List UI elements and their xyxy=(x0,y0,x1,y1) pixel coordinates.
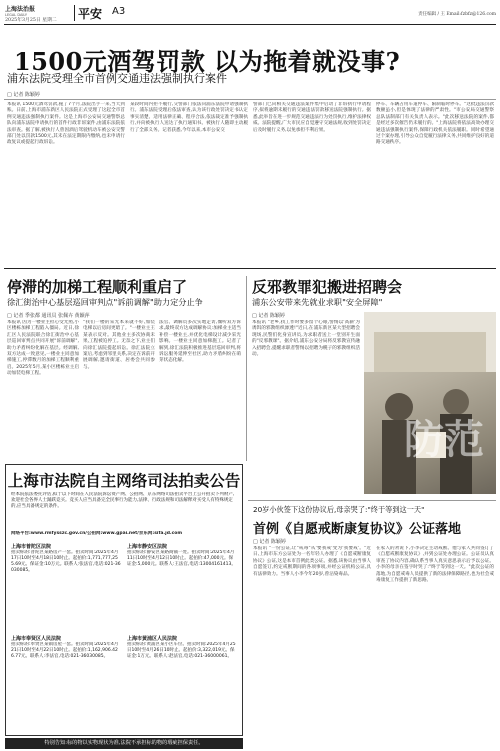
story4-col-2: 在家人的劝说下,小李决定主动戒断。他与家人共同签订了《自愿戒断康复协议》,并到公证处办理公证。公证员认真审查了协议内容,确认系当事人真实意思表示后予以公证。小李的母亲在签字时哭了:"终于等到这一天。"此次公证的落地,为自愿戒毒人员提供了新的法律保障路径,也为社会戒毒康复工作提供了新思路。 xyxy=(376,546,494,584)
section-name: 平安 xyxy=(78,7,103,21)
story2-headline: 停滞的加梯工程顺利重启了 xyxy=(7,278,188,296)
photo-scene xyxy=(364,312,496,494)
lead-bottom-rule xyxy=(4,268,496,269)
auction-item xyxy=(127,543,237,631)
anti-cult-photo xyxy=(364,312,496,494)
auction-item-court: 上海市静安区法院 xyxy=(127,544,168,550)
lead-rule xyxy=(4,99,496,100)
story2-col-1: 本报讯 因为一楼业主担心受光照,小区楼栋加梯工程陷入僵局。近日,徐汇区人民法院联合徐汇街治中心基层巡回审判点共同开展"诉前调解",助力矛盾纠纷化解在基层。经调解,双方达成一致意见,一楼业主同意加梯施工,停滞数月的加梯工程顺利重启。2025年5月,某小区楼栋业主启动加装电梯工程。 xyxy=(7,320,79,377)
brand-subtitle: LEGAL DAILY xyxy=(5,13,28,17)
column-divider xyxy=(246,276,247,461)
story3-subhead: 浦东公安带来先就业求职"安全屏障" xyxy=(252,297,383,307)
auction-item xyxy=(11,635,121,721)
issue-date: 2025年3月25日 星期二 xyxy=(5,18,57,23)
auction-item-detail: 拍卖标的:奉贤区某镇房屋一套。拍卖时间:2025年4月21日10时至4月22日10时止。起拍价:1,162,906.426.77元。联系人:李法官,电话:021-36030085。 xyxy=(11,642,119,659)
story3-headline: 反邪教罪犯搬进招聘会 xyxy=(252,278,403,296)
brand-logo xyxy=(5,4,43,17)
auction-item-court: 上海市普陀区法院 xyxy=(11,544,52,550)
auction-sites: 网络平台:www.rmfysszc.gov.cn/公拍网:www.gpai.net/京东网:sifa.jd.com xyxy=(11,531,183,536)
story2-subhead: 徐汇街治中心基层巡回审判点"诉前调解"助力定分止争 xyxy=(7,297,203,307)
lead-byline: □ 记者 陈颖婷 xyxy=(7,92,40,98)
auction-item-detail: 拍卖标的:普陀区某路房产一套。拍卖时间:2025年4月17日10时至4月18日10时止。起拍价:1,771,777,255.69元。保证金:10万元。联系人:张法官,电话:021-36030085。 xyxy=(11,550,121,573)
story4-byline: □ 记者 陈颖婷 xyxy=(253,539,286,545)
story4-rule xyxy=(248,500,496,501)
auction-item-court: 上海市奉贤区人民法院 xyxy=(11,636,62,642)
lead-col-4: 停车、车辆占用车道停车、限制临时停车。"这批违法罚款数额虽小,但是体现了法律的严肃性。"市公安局交通警察总队法制部门有关负责人表示。"此次移送法院的案件,都是经过多次催告仍未履行的。"上海法院将依法高效办理交通违法强制执行案件,保障行政机关依法履职。同时希望通过个案办理,引导公众自觉履行法律义务,共同维护良好的道路交通秩序。 xyxy=(376,102,494,146)
auction-item xyxy=(127,635,237,721)
lead-col-1: 本报讯 1500元酒驾罚款,拖了7个月,法院出手一来,当天到账。日前,上海市浦东新区人民法院正式受理了这起全市首例交通违法强制执行案件。这是上海市公安局交通警察总队向浦东法院申请执行的首件行政非诉案件,由浦东法院依法审查。据了解,被执行人曾因酒后驾驶机动车被公安交警部门处以罚款1500元,其未在法定期限内缴纳,也未申请行政复议或提起行政诉讼。 xyxy=(7,102,125,146)
page-number: A3 xyxy=(112,6,126,17)
lead-headline: 1500元酒驾罚款 以为拖着就没事? xyxy=(14,47,401,76)
story3-byline: □ 记者 陈颖婷 xyxy=(252,313,285,319)
auction-ad xyxy=(5,464,243,736)
story3-col-1: 本报讯 "老乡,找工作时要多留个心眼,警惕以'高薪'为诱饵的邪教组织渗透!"近日,在浦东新区某大型招聘会现场,民警们化身宣讲员,为求职者送上一堂别开生面的"反邪教课"。据介绍,浦东公安分局将反邪教宣传融入招聘会,提醒求职者警惕以招聘为幌子的邪教组织活动。 xyxy=(252,320,360,358)
story2-col-3: 法官、调解员多次实地走访,倾听双方诉求,最终双方达成调解协议:加梯业主适当补偿一楼业主,并优化电梯设计减少采光影响。一楼业主同意加梯施工。记者了解到,徐汇法院积极推进基层巡回审判,将诉讼服务延伸至社区,助力矛盾纠纷在萌芽状态化解。 xyxy=(159,320,241,364)
brand-name: 上海法治报 xyxy=(5,6,36,13)
photo-watermark: 防范 xyxy=(404,416,484,463)
story4-kicker: 20岁小伙签下这份协议后,母亲哭了:"终于等到这一天" xyxy=(253,505,425,514)
auction-item-court: 上海市黄浦区人民法院 xyxy=(127,636,178,642)
auction-item xyxy=(11,543,121,631)
lead-col-3: 警部门已向相关交通违法案件集中启动了非诉执行申请程序,拟将逾期未履行的交通违法罚款移送法院强制执行。据悉,此举旨在进一步规范交通违法行为处罚执行,维护法律权威。法院提醒,广大市民应自觉遵守交通法规,收到处罚决定后及时履行义务,以免承担不利后果。 xyxy=(253,102,371,133)
story4-col-1: 本报讯 "一份公证,让"戒毒"从'要我戒'变为'我要戒'。"近日,上海市东方公证处为一名年轻人办理了《自愿戒断康复协议》公证,这是本市首例此类公证。据悉,该协议由当事人自愿签订,约定戒断期间的各项事项,并经公证机构公证,具有法律效力。当事人小李今年20岁,曾沾染毒品。 xyxy=(253,546,371,577)
story2-col-2: "我们一楼的采光本来就不好,加装电梯以后房间更暗了。"一楼业主王某表示反对。其他业主多次协商未果,工程被迫停工。无奈之下,业主们向徐汇法院提起诉讼。徐汇法院立案后,考虑到邻里关系,决定在诉前开展调解,邀请街道、居委会共同参与。 xyxy=(83,320,155,370)
lead-subhead: 浦东法院受理全市首例交通违法强制执行案件 xyxy=(7,72,227,85)
lead-col-2: 某段时间内拒不履行,交警部门依法向浦东法院申请强制执行。浦东法院受理后依法审查,认为该行政处罚决定书认定事实清楚、适用法律正确、程序合法,依法裁定准予强制执行,并向被执行人送达了执行通知书。被执行人随即主动履行了全部义务。记者获悉,今年以来,本市公安交 xyxy=(130,102,248,133)
story4-headline: 首例《自愿戒断康复协议》公证落地 xyxy=(253,522,462,537)
editor-line: 责任编辑 / 王 Email:fzbfz@126.com xyxy=(418,12,496,17)
auction-footer: 特别告知:标的物以实物现状为准,法院不承担标的物的瑕疵担保责任。 xyxy=(5,738,243,749)
auction-item-detail: 拍卖标的:静安区某路商铺一处。拍卖时间:2025年4月11日10时至4月12日10时止。起拍价:47,000元。保证金:5,000元。联系人:王法官,电话:13004161413。 xyxy=(127,550,236,567)
masthead-rule xyxy=(4,24,496,25)
masthead-divider xyxy=(74,5,75,21)
story2-byline: □ 记者 季张都 通讯员 张佩卉 黄颖萍 xyxy=(7,313,90,319)
auction-title: 上海市法院自主网络司法拍卖公告 xyxy=(7,471,241,490)
auction-intro: 经本院依法委托评估,拟于以下时间在人民法院诉讼资产网、公拍网、京东网络司法拍卖平台上公开拍卖下列财产,欢迎社会各界人士踊跃竞买。竞买人应当具备完全民事行为能力,法律、行政法规和司法解释对买受人有特殊规定的,应当具备规定的条件。 xyxy=(11,492,235,509)
auction-item-detail: 拍卖标的:黄浦区某小区车位。拍卖时间:2025年4月25日10时至4月26日10时止。起拍价:3,322,019元。保证金:1万元。联系人:赵法官,电话:021-36000061。 xyxy=(127,642,236,659)
